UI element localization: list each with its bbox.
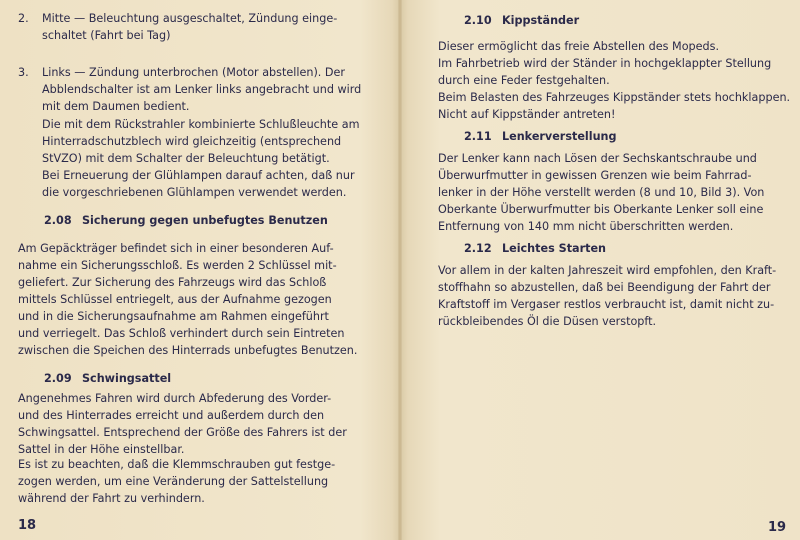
section-heading-2-09: 2.09 Schwingsattel [44,372,172,385]
list-number: 3. [18,66,29,79]
list-text: Mitte — Beleuchtung ausgeschaltet, Zündung einge- schaltet (Fahrt bei Tag) [42,12,338,42]
section-heading-2-10: 2.10 Kippständer [464,14,580,27]
right-page [402,0,800,540]
page-number-left: 18 [18,518,37,533]
rear-light-note: Die mit dem Rückstrahler kombinierte Schlußleuchte am Hinterradschutzblech wird gleichzeitig (entsprechend StVZO) mit dem Schalter der Beleuchtung betätigt. Bei Erneuerung der Glühlampen darauf achten, daß nur die vorgeschriebenen Glühlampen verwendet werden. [42,118,360,199]
section-body-2-11: Der Lenker kann nach Lösen der Sechskantschraube und Überwurfmutter in gewissen Grenzen wie beim Fahrrad- lenker in der Höhe verstellt werden (8 und 10, Bild 3). Von Oberkante Überwurfmutter bis Oberkante Lenker soll eine Entfernung von 140 mm nicht überschritten werden. [438,152,765,233]
section-body-2-08: Am Gepäckträger befindet sich in einer besonderen Auf- nahme ein Sicherungsschloß. Es werden 2 Schlüssel mit- geliefert. Zur Sicherung des Fahrzeugs wird das Schloß mittels Schlüssel entriegelt, aus der Aufnahme gezogen und in die Sicherungsaufnahme am Rahmen eingeführt und verriegelt. Das Schloß verhindert durch sein Eintreten zwischen die Speichen des Hinterrads unbefugtes Benutzen. [18,242,358,357]
list-text: Links — Zündung unterbrochen (Motor abstellen). Der Abblendschalter ist am Lenker links angebracht und wird mit dem Daumen bedient. [42,66,362,113]
section-body-2-09-para1: Angenehmes Fahren wird durch Abfederung des Vorder- und des Hinterrades erreicht und außerdem durch den Schwingsattel. Entsprechend der Größe des Fahrers ist der Sattel in der Höhe einstellbar. [18,392,347,456]
section-body-2-12: Vor allem in der kalten Jahreszeit wird empfohlen, den Kraft- stoffhahn so abzustellen, daß bei Beendigung der Fahrt der Kraftstoff im Vergaser restlos verbraucht ist, damit nicht zu- rückbleibendes Öl die Düsen verstopft. [438,264,777,328]
section-body-2-09-para2: Es ist zu beachten, daß die Klemmschrauben gut festge- zogen werden, um eine Veränderung der Sattelstellung während der Fahrt zu verhindern. [18,458,336,505]
section-heading-2-08: 2.08 Sicherung gegen unbefugtes Benutzen [44,214,328,227]
section-heading-2-12: 2.12 Leichtes Starten [464,242,607,255]
left-page [0,0,398,540]
page-number-right: 19 [768,520,787,535]
section-heading-2-11: 2.11 Lenkerverstellung [464,130,617,143]
section-body-2-10: Dieser ermöglicht das freie Abstellen des Mopeds. Im Fahrbetrieb wird der Ständer in hochgeklappter Stellung durch eine Feder festgehalten. Beim Belasten des Fahrzeuges Kippständer stets hochklappen. Nicht auf Kippständer antreten! [438,40,791,121]
list-number: 2. [18,12,29,25]
